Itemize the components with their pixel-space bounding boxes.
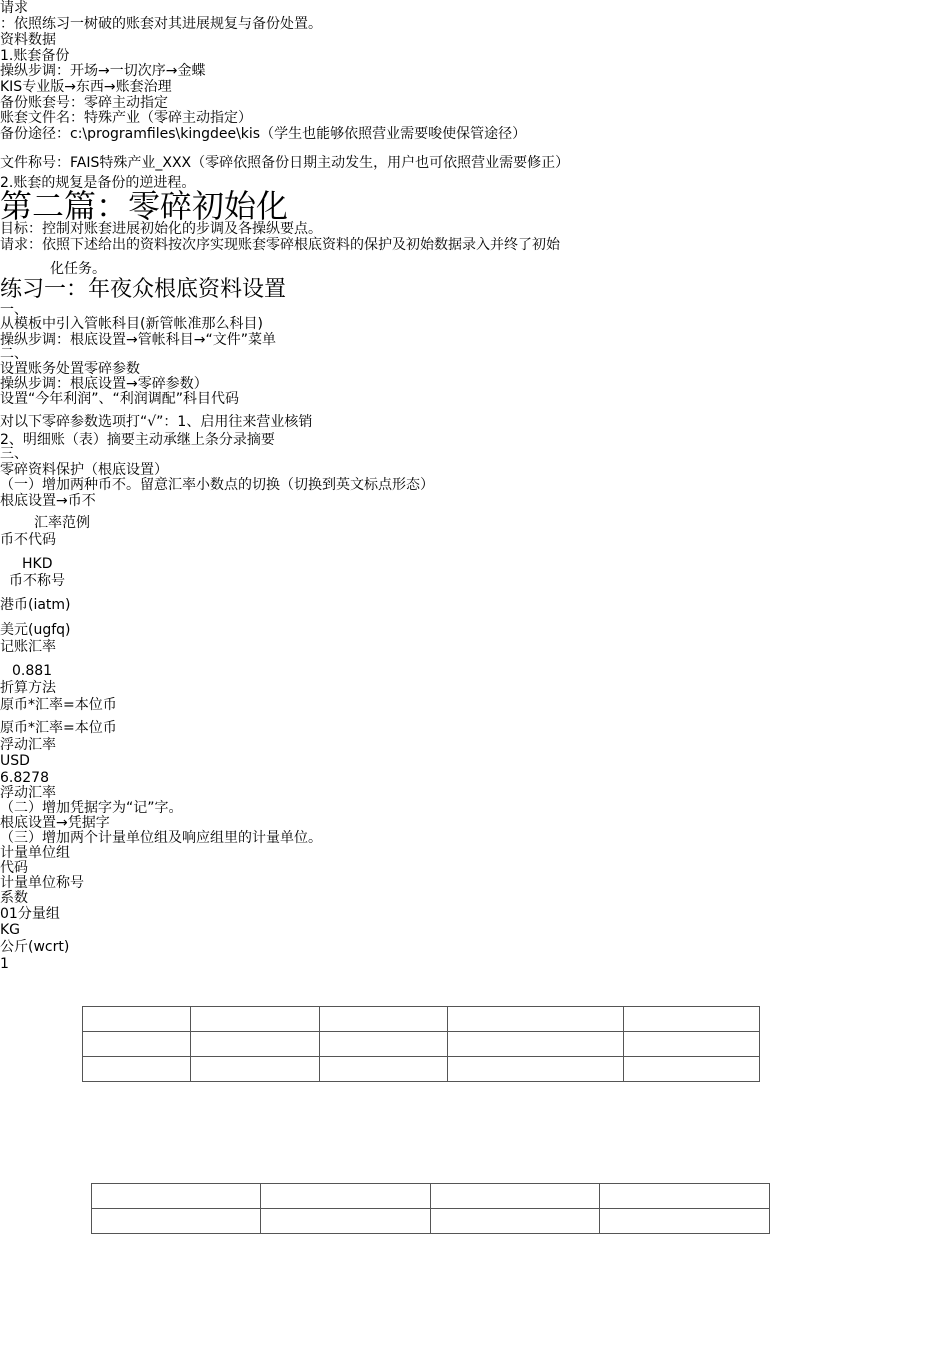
text-line: 2、明细账（表）摘要主动承继上条分录摘要 bbox=[0, 432, 275, 448]
table-cell: 原币*汇率=本位币 bbox=[0, 697, 117, 713]
text-line: 设置账务处置零碎参数 bbox=[0, 361, 140, 377]
text-line: ：依照练习一树破的账套对其进展规复与备份处置。 bbox=[0, 16, 322, 32]
text-line: 文件称号：FAIS特殊产业_XXX（零碎依照备份日期主动发生，用户也可依照营业需要修正） bbox=[0, 155, 570, 171]
text-line: 备份途径：c:\programfiles\kingdee\kis（学生也能够依照营业需要唆使保管途径） bbox=[0, 126, 527, 142]
text-line: 操纵步调：根底设置→零碎参数） bbox=[0, 376, 208, 392]
list-number: 二、 bbox=[0, 346, 28, 362]
text-line: 1.账套备份 bbox=[0, 48, 70, 64]
text-line: 2.账套的规复是备份的逆进程。 bbox=[0, 175, 196, 191]
list-number: 三、 bbox=[0, 446, 28, 462]
exercise-heading: 练习一：年夜众根底资料设置 bbox=[0, 277, 287, 302]
table-cell: 6.8278 bbox=[0, 770, 49, 786]
text-line: 操纵步调：根底设置→管帐科目→“文件”菜单 bbox=[0, 332, 276, 348]
table-row bbox=[92, 1209, 770, 1234]
table-header-cell: 系数 bbox=[0, 890, 28, 906]
table-row bbox=[92, 1184, 770, 1209]
table-header-cell: 记账汇率 bbox=[0, 639, 56, 655]
table-cell: KG bbox=[0, 922, 21, 938]
text-line: 请求：依照下述给出的资料按次序实现账套零碎根底资料的保护及初始数据录入并终了初始 bbox=[0, 237, 560, 253]
table-row bbox=[83, 1007, 760, 1032]
table-header-cell: 汇率范例 bbox=[34, 515, 90, 531]
table-header-cell: 折算方法 bbox=[0, 680, 56, 696]
table-cell: 原币*汇率=本位币 bbox=[0, 720, 117, 736]
text-line: 零碎资料保护（根底设置） bbox=[0, 462, 168, 478]
table-row bbox=[83, 1057, 760, 1082]
text-line: KIS专业版→东西→账套治理 bbox=[0, 79, 172, 95]
text-line: 请求 bbox=[0, 0, 28, 16]
section-label: 资料数据 bbox=[0, 32, 56, 48]
unit-table-grid bbox=[91, 1183, 770, 1234]
text-line: 根底设置→凭据字 bbox=[0, 815, 110, 831]
text-line: 操纵步调：开场→一切次序→金蝶 bbox=[0, 63, 206, 79]
text-line: 根底设置→币不 bbox=[0, 493, 96, 509]
text-line: （二）增加凭据字为“记”字。 bbox=[0, 800, 183, 816]
list-number: 一、 bbox=[0, 302, 28, 318]
text-line: 账套文件名：特殊产业（零碎主动指定） bbox=[0, 110, 252, 126]
currency-table-grid bbox=[82, 1006, 760, 1082]
table-cell: 01分量组 bbox=[0, 906, 60, 922]
text-line: 化任务。 bbox=[50, 261, 106, 277]
chapter-heading: 第二篇：零碎初始化 bbox=[0, 187, 289, 225]
table-cell: 浮动汇率 bbox=[0, 737, 56, 753]
table-cell: 美元(ugfq) bbox=[0, 622, 71, 638]
table-header-cell: 计量单位组 bbox=[0, 845, 70, 861]
text-line: （一）增加两种币不。留意汇率小数点的切换（切换到英文标点形态） bbox=[0, 477, 434, 493]
table-cell: HKD bbox=[22, 556, 53, 572]
text-line: 目标：控制对账套进展初始化的步调及各操纵要点。 bbox=[0, 221, 322, 237]
table-cell: 0.881 bbox=[12, 663, 53, 679]
text-line: 备份账套号：零碎主动指定 bbox=[0, 95, 168, 111]
table-header-cell: 计量单位称号 bbox=[0, 875, 84, 891]
table-cell: 港币(iatm) bbox=[0, 597, 71, 613]
table-header-cell: 币不称号 bbox=[9, 573, 65, 589]
text-line: （三）增加两个计量单位组及响应组里的计量单位。 bbox=[0, 830, 322, 846]
table-cell: USD bbox=[0, 753, 30, 769]
table-cell: 1 bbox=[0, 956, 9, 972]
table-header-cell: 币不代码 bbox=[0, 532, 56, 548]
table-cell: 浮动汇率 bbox=[0, 785, 56, 801]
table-cell: 公斤(wcrt) bbox=[0, 939, 70, 955]
text-line: 对以下零碎参数选项打“√”：1、启用往来营业核销 bbox=[0, 414, 313, 430]
text-line: 从模板中引入管帐科目(新管帐准那么科目) bbox=[0, 316, 263, 332]
text-line: 设置“今年利润”、“利润调配”科目代码 bbox=[0, 391, 240, 407]
table-header-cell: 代码 bbox=[0, 860, 28, 876]
table-row bbox=[83, 1032, 760, 1057]
